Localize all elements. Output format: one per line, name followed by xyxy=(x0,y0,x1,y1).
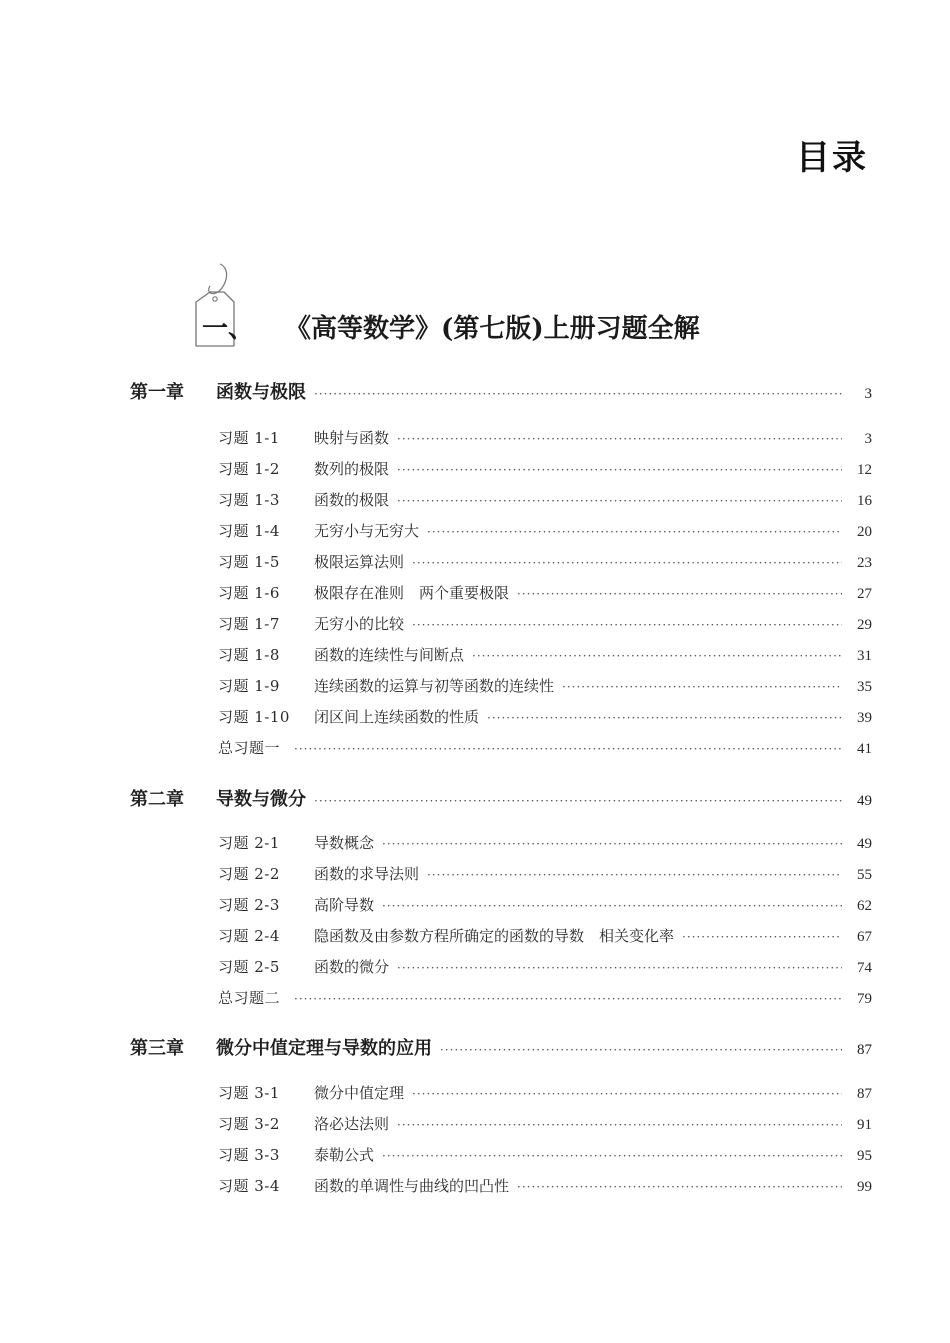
toc-entry[interactable] xyxy=(218,832,872,853)
dot-leader xyxy=(682,930,842,944)
exercise-title: 函数的微分 xyxy=(314,958,390,976)
page-title: 目录 xyxy=(796,138,868,178)
exercise-label: 习题 1-9 xyxy=(218,677,280,695)
exercise-title: 隐函数及由参数方程所确定的函数的导数 相关变化率 xyxy=(314,927,675,945)
exercise-title: 微分中值定理 xyxy=(314,1084,405,1102)
dot-leader xyxy=(472,649,842,663)
toc-entry[interactable] xyxy=(218,675,872,696)
exercise-label: 习题 1-4 xyxy=(218,522,280,540)
dot-leader xyxy=(314,387,842,401)
dot-leader xyxy=(382,899,842,913)
page-number: 79 xyxy=(857,991,872,1007)
part-title xyxy=(202,308,700,345)
dot-leader xyxy=(382,837,842,851)
page-number: 74 xyxy=(857,960,872,976)
page-number: 29 xyxy=(857,617,872,633)
chapter-label: 第一章 xyxy=(130,382,184,403)
page-number: 35 xyxy=(857,679,872,695)
dot-leader xyxy=(487,711,842,725)
page-number: 87 xyxy=(857,1086,872,1102)
page-number: 49 xyxy=(857,836,872,852)
dot-leader xyxy=(562,680,842,694)
exercise-label: 习题 1-10 xyxy=(218,708,290,726)
exercise-title: 洛必达法则 xyxy=(314,1115,390,1133)
toc-chapter-3[interactable] xyxy=(130,1034,872,1060)
exercise-label: 习题 3-2 xyxy=(218,1115,280,1133)
dot-leader xyxy=(412,618,842,632)
toc-entry[interactable] xyxy=(218,644,872,665)
toc-entry[interactable] xyxy=(218,458,872,479)
toc-entry[interactable] xyxy=(218,894,872,915)
chapter-label: 第二章 xyxy=(130,789,184,810)
exercise-label: 习题 1-2 xyxy=(218,460,280,478)
page-number: 3 xyxy=(864,386,872,402)
page-number: 39 xyxy=(857,710,872,726)
exercise-label: 习题 1-6 xyxy=(218,584,280,602)
toc-entry[interactable] xyxy=(218,582,872,603)
dot-leader xyxy=(412,1087,842,1101)
page-number: 67 xyxy=(857,929,872,945)
page-number: 16 xyxy=(857,493,872,509)
exercise-label: 习题 2-3 xyxy=(218,896,280,914)
exercise-label: 习题 2-2 xyxy=(218,865,280,883)
exercise-title: 函数的极限 xyxy=(314,491,390,509)
exercise-label: 习题 3-1 xyxy=(218,1084,280,1102)
exercise-label: 总习题二 xyxy=(218,989,281,1007)
dot-leader xyxy=(412,556,842,570)
toc-entry-summary[interactable] xyxy=(218,987,872,1008)
toc-entry[interactable] xyxy=(218,613,872,634)
exercise-title: 数列的极限 xyxy=(314,460,390,478)
exercise-title: 泰勒公式 xyxy=(314,1146,375,1164)
chapter-title: 导数与微分 xyxy=(216,789,306,810)
page-number: 12 xyxy=(857,462,872,478)
exercise-title: 闭区间上连续函数的性质 xyxy=(314,708,480,726)
dot-leader xyxy=(294,992,842,1006)
page-number: 23 xyxy=(857,555,872,571)
dot-leader xyxy=(517,587,842,601)
chapter-title: 函数与极限 xyxy=(216,382,306,403)
exercise-title: 无穷小的比较 xyxy=(314,615,405,633)
exercise-title: 函数的连续性与间断点 xyxy=(314,646,465,664)
page-number: 31 xyxy=(857,648,872,664)
page-number: 99 xyxy=(857,1179,872,1195)
part-heading xyxy=(190,262,810,362)
toc-entry[interactable] xyxy=(218,427,872,448)
page-number: 91 xyxy=(857,1117,872,1133)
page-number: 27 xyxy=(857,586,872,602)
page-number: 20 xyxy=(857,524,872,540)
exercise-title: 导数概念 xyxy=(314,834,375,852)
toc-entry[interactable] xyxy=(218,1113,872,1134)
toc-entry-summary[interactable] xyxy=(218,737,872,758)
exercise-label: 习题 2-5 xyxy=(218,958,280,976)
exercise-label: 习题 1-7 xyxy=(218,615,280,633)
toc-entry[interactable] xyxy=(218,551,872,572)
exercise-title: 无穷小与无穷大 xyxy=(314,522,420,540)
page-number: 95 xyxy=(857,1148,872,1164)
dot-leader xyxy=(397,463,842,477)
exercise-title: 函数的单调性与曲线的凹凸性 xyxy=(314,1177,510,1195)
dot-leader xyxy=(314,794,842,808)
dot-leader xyxy=(397,432,842,446)
exercise-title: 函数的求导法则 xyxy=(314,865,420,883)
dot-leader xyxy=(517,1180,842,1194)
exercise-label: 习题 1-1 xyxy=(218,429,280,447)
toc-entry[interactable] xyxy=(218,706,872,727)
exercise-label: 习题 3-4 xyxy=(218,1177,280,1195)
page-number: 49 xyxy=(857,793,872,809)
page-number: 3 xyxy=(864,431,872,447)
part-number: 一、 xyxy=(202,314,255,344)
chapter-title: 微分中值定理与导数的应用 xyxy=(216,1038,432,1059)
toc-entry[interactable] xyxy=(218,956,872,977)
page-number: 55 xyxy=(857,867,872,883)
exercise-title: 连续函数的运算与初等函数的连续性 xyxy=(314,677,555,695)
toc-chapter-2[interactable] xyxy=(130,785,872,811)
exercise-label: 总习题一 xyxy=(218,739,281,757)
exercise-label: 习题 2-4 xyxy=(218,927,280,945)
dot-leader xyxy=(440,1043,842,1057)
exercise-label: 习题 1-8 xyxy=(218,646,280,664)
dot-leader xyxy=(397,494,842,508)
exercise-title: 极限存在准则 两个重要极限 xyxy=(314,584,510,602)
exercise-title: 高阶导数 xyxy=(314,896,375,914)
page-number: 41 xyxy=(857,741,872,757)
dot-leader xyxy=(427,525,842,539)
part-title-text: 《高等数学》(第七版)上册习题全解 xyxy=(298,314,700,344)
exercise-label: 习题 1-5 xyxy=(218,553,280,571)
toc-entry[interactable] xyxy=(218,1082,872,1103)
toc-entry[interactable] xyxy=(218,489,872,510)
page-number: 62 xyxy=(857,898,872,914)
page-number: 87 xyxy=(857,1042,872,1058)
exercise-label: 习题 2-1 xyxy=(218,834,280,852)
exercise-title: 映射与函数 xyxy=(314,429,390,447)
exercise-title: 极限运算法则 xyxy=(314,553,405,571)
dot-leader xyxy=(427,868,842,882)
chapter-label: 第三章 xyxy=(130,1038,184,1059)
toc-chapter-1[interactable] xyxy=(130,378,872,404)
dot-leader xyxy=(397,1118,842,1132)
exercise-label: 习题 3-3 xyxy=(218,1146,280,1164)
toc-entry[interactable] xyxy=(218,1175,872,1196)
toc-entry[interactable] xyxy=(218,925,872,946)
toc-entry[interactable] xyxy=(218,863,872,884)
exercise-label: 习题 1-3 xyxy=(218,491,280,509)
toc-entry[interactable] xyxy=(218,520,872,541)
dot-leader xyxy=(382,1149,842,1163)
dot-leader xyxy=(397,961,842,975)
dot-leader xyxy=(294,742,842,756)
toc-entry[interactable] xyxy=(218,1144,872,1165)
